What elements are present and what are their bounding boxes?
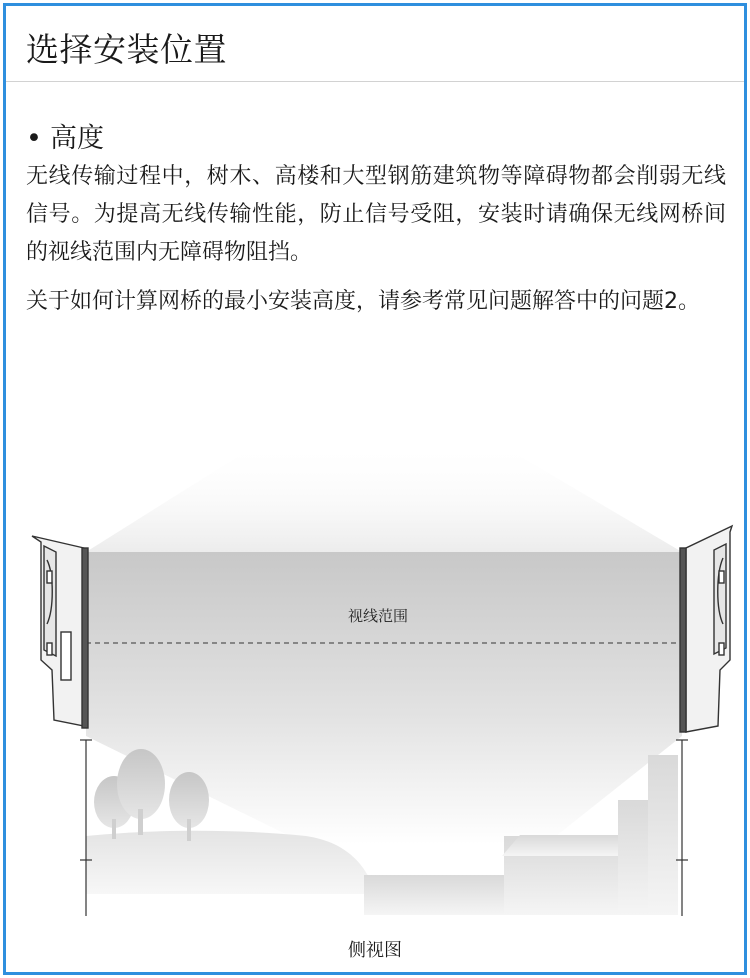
section-heading-text: 高度 <box>50 123 104 154</box>
page-title: 选择安装位置 <box>26 30 227 69</box>
title-bar <box>6 6 744 82</box>
paragraph-obstacles: 无线传输过程中，树木、高楼和大型钢筋建筑物等障碍物都会削弱无线信号。为提高无线传输性能，防止信号受阻，安装时请确保无线网桥间的视线范围内无障碍物阻挡。 <box>26 164 726 265</box>
side-view-diagram <box>6 424 744 924</box>
diagram-svg <box>6 424 744 924</box>
left-bridge-device-icon <box>32 536 88 728</box>
paragraph-faq-reference: 关于如何计算网桥的最小安装高度，请参考常见问题解答中的问题2。 <box>26 289 700 314</box>
beam-top-glow <box>86 442 682 552</box>
bullet-icon: • <box>26 123 42 154</box>
section-heading <box>26 116 104 155</box>
los-label: 视线范围 <box>347 607 409 625</box>
right-bridge-device-icon <box>680 526 732 732</box>
diagram-caption: 侧视图 <box>348 940 402 961</box>
page-frame <box>3 3 747 975</box>
